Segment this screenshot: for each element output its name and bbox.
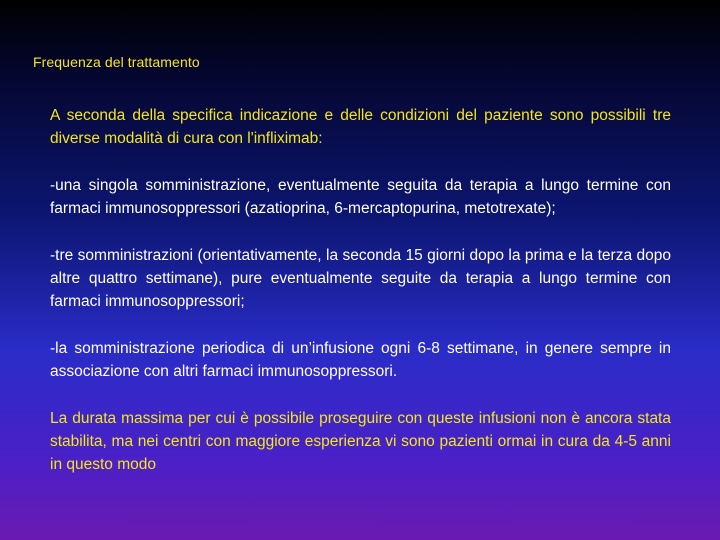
slide-body <box>50 104 671 476</box>
option-three-administrations: -tre somministrazioni (orientativamente, la seconda 15 giorni dopo la prima e la terza dopo altre quattro settimane), pure eventualmente seguite da terapia a lungo termine con farmaci immunosoppressori; <box>50 247 671 310</box>
slide-title: Frequenza del trattamento <box>33 54 200 70</box>
option-single-administration: -una singola somministrazione, eventualmente seguita da terapia a lungo termine con farmaci immunosoppressori (azatioprina, 6-mercaptopurina, metotrexate); <box>50 177 671 217</box>
option-periodic-infusion: -la somministrazione periodica di un’infusione ogni 6-8 settimane, in genere sempre in associazione con altri farmaci immunosoppressori. <box>50 340 671 380</box>
intro-paragraph: A seconda della specifica indicazione e delle condizioni del paziente sono possibili tre diverse modalità di cura con l'infliximab: <box>50 107 671 147</box>
duration-paragraph: La durata massima per cui è possibile proseguire con queste infusioni non è ancora stata stabilita, ma nei centri con maggiore esperienza vi sono pazienti ormai in cura da 4-5 anni in questo modo <box>50 410 671 473</box>
